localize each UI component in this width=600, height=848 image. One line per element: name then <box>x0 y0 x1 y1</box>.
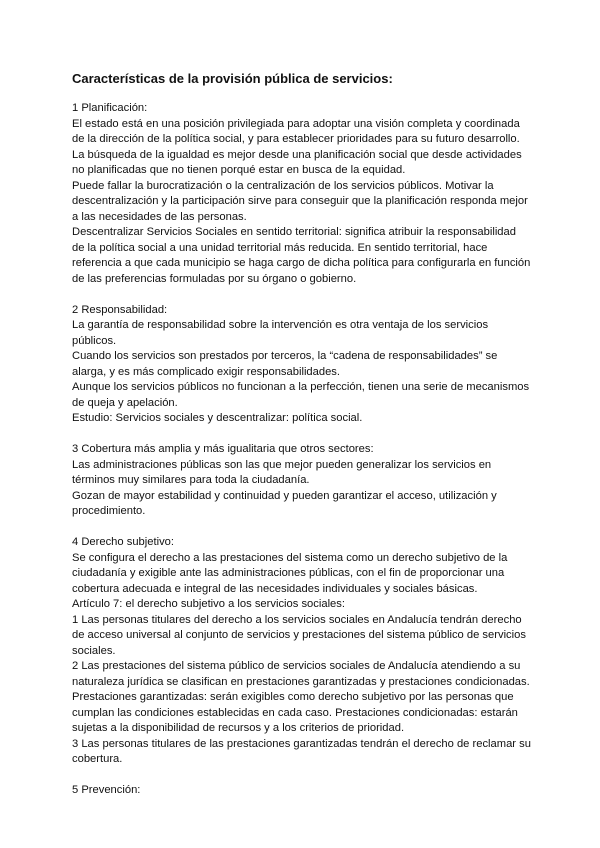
text-line: Descentralizar Servicios Sociales en sentido territorial: significa atribuir la responsabilidad <box>72 226 516 238</box>
section-1 <box>72 101 560 287</box>
text-line: procedimiento. <box>72 505 146 517</box>
text-line: Gozan de mayor estabilidad y continuidad y pueden garantizar el acceso, utilización y <box>72 489 497 502</box>
text-line: cobertura adecuada e integral de las necesidades individuales y sociales básicas. <box>72 582 478 595</box>
text-line: Aunque los servicios públicos no funcionan a la perfección, tienen una serie de mecanismos <box>72 381 530 393</box>
section-2 <box>72 303 560 427</box>
section-3 <box>72 442 560 520</box>
text-line: descentralización y la participación sirve para conseguir que la planificación responda mejor <box>72 195 528 207</box>
text-line: 2 Las prestaciones del sistema público de servicios sociales de Andalucía atendiendo a su <box>72 660 521 672</box>
text-line: Puede fallar la burocratización o la centralización de los servicios públicos. Motivar la <box>72 179 494 192</box>
text-line: Artículo 7: el derecho subjetivo a los servicios sociales: <box>72 598 345 610</box>
section-4 <box>72 535 560 768</box>
section-heading: 2 Responsabilidad: <box>72 303 168 316</box>
text-line: públicos. <box>72 334 117 347</box>
text-line: Cuando los servicios son prestados por terceros, la “cadena de responsabilidades” se <box>72 350 498 362</box>
text-line: de queja y apelación. <box>72 396 178 409</box>
text-line: ciudadanía y exigible ante las administraciones públicas, con el fin de proporcionar una <box>72 567 505 579</box>
text-line: alarga, y es más complicado exigir responsabilidades. <box>72 365 341 378</box>
section-heading: 1 Planificación: <box>72 102 148 114</box>
text-line: Las administraciones públicas son las que mejor pueden generalizar los servicios en <box>72 458 492 471</box>
text-line: Se configura el derecho a las prestaciones del sistema como un derecho subjetivo de la <box>72 551 508 564</box>
text-line: términos muy similares para toda la ciudadanía. <box>72 474 310 486</box>
text-line: de la política social a una unidad territorial más reducida. En sentido territorial, hace <box>72 241 488 254</box>
text-line: Estudio: Servicios sociales y descentralizar: política social. <box>72 412 363 424</box>
text-line: La garantía de responsabilidad sobre la intervención es otra ventaja de los servicios <box>72 319 489 331</box>
text-line: de las preferencias formuladas por su órgano o gobierno. <box>72 272 357 285</box>
text-line: 1 Las personas titulares del derecho a los servicios sociales en Andalucía tendrán derecho <box>72 613 522 626</box>
text-line: de acceso universal al conjunto de servicios y prestaciones del sistema público de servicios <box>72 629 526 641</box>
text-line: a las necesidades de las personas. <box>72 210 247 223</box>
text-line: 3 Las personas titulares de las prestaciones garantizadas tendrán el derecho de reclamar su <box>72 737 531 750</box>
text-line: cobertura. <box>72 753 123 765</box>
text-line: cumplan las condiciones establecidas en cada caso. Prestaciones condicionadas: estarán <box>72 706 518 719</box>
section-heading: 3 Cobertura más amplia y más igualitaria que otros sectores: <box>72 443 374 455</box>
text-line: sociales. <box>72 644 116 657</box>
text-line: referencia a que cada municipio se haga cargo de dicha política para configurarla en función <box>72 257 531 269</box>
text-line: naturaleza jurídica se clasifican en prestaciones garantizadas y prestaciones condicionadas. <box>72 675 530 688</box>
document-title: Características de la provisión pública de servicios: <box>72 71 393 86</box>
text-line: sujetas a la disponibilidad de recursos y a los criterios de prioridad. <box>72 722 405 734</box>
text-line: de la dirección de la política social, y para establecer prioridades para su futuro desarrollo. <box>72 133 520 145</box>
text-line: La búsqueda de la igualdad es mejor desde una planificación social que desde actividades <box>72 148 522 161</box>
text-line: no planificadas que no tienen porqué estar en busca de la equidad. <box>72 164 406 176</box>
text-line: Prestaciones garantizadas: serán exigibles como derecho subjetivo por las personas que <box>72 691 514 703</box>
section-heading: 4 Derecho subjetivo: <box>72 536 174 548</box>
text-line: El estado está en una posición privilegiada para adoptar una visión completa y coordinada <box>72 117 520 130</box>
section-5 <box>72 783 560 799</box>
section-heading: 5 Prevención: <box>72 784 141 796</box>
document-body <box>72 101 560 799</box>
